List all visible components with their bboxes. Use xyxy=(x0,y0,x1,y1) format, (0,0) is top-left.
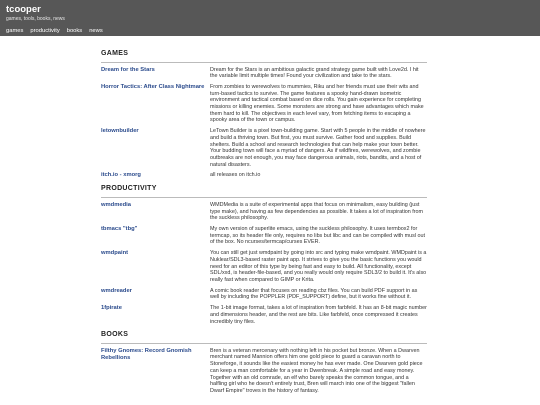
entry-row xyxy=(101,172,427,179)
entry-row xyxy=(101,305,427,325)
nav-link-productivity[interactable]: productivity xyxy=(30,28,60,35)
section-title: BOOKS xyxy=(101,331,129,339)
entry-link[interactable]: wmdreader xyxy=(101,287,132,294)
entry-link[interactable]: tbmacs "tbg" xyxy=(101,226,138,233)
entry-link[interactable]: Horror Tactics: After Class Nightmare xyxy=(101,83,205,90)
entry-description: You can still get just wmdpaint by going into src and typing make wmdpaint. WMDpaint is a Nuklear/SDL3-based raster paint app. It strives to give you the basic functions you would need for an editor of this type by being fast and easy to build. All functionality, except SDL/xxd, is header-file-based, and you really would only require SDL3/2 to build it. It's also really fast when compared to GIMP or Krita. xyxy=(210,250,427,283)
section-productivity xyxy=(101,185,427,325)
section-title: PRODUCTIVITY xyxy=(101,185,157,193)
entry-link[interactable]: letownbuilder xyxy=(101,128,139,135)
entry-row xyxy=(101,84,427,124)
site-header xyxy=(0,0,540,36)
nav-link-games[interactable]: games xyxy=(6,28,24,35)
section-divider xyxy=(101,197,427,198)
section-games xyxy=(101,50,427,179)
entry-link[interactable]: Filthy Gnomes: Record Gnomish Rebellions xyxy=(101,347,192,361)
main-nav xyxy=(6,28,540,35)
entry-row xyxy=(101,288,427,301)
entry-description: Bren is a veteran mercenary with nothing left in his pocket but bronze. When a Dwarven merchant named Mannion offers him one gold piece to guard a caravan north to Stoneforge, it sounds like the easiest money he has ever made. One Dwarven gold piece can keep a man comfortable for a year in Dwenbreak. A simple road and easy money. Together with an old comrade, an elf who barely speaks the common tongue, and a halfling girl who he doesn't entirely trust, Bren will march into one of the biggest "fallen Dwarf Empire" troves in the history of fantasy. xyxy=(210,347,423,394)
section-divider xyxy=(101,343,427,344)
section-books xyxy=(101,331,427,394)
nav-link-news[interactable]: news xyxy=(89,28,103,35)
entry-row xyxy=(101,128,427,168)
entry-description: LeTown Builder is a pixel town-building game. Start with 5 people in the middle of nowhere and build a thriving town. But first, you must survive. Gather food and supplies. Build shelters. Build a school and research technologies that can help make your town better. Your budding town will face a myriad of dangers. As if wildfires, werewolves, and zombie outbreaks are not enough, you may face dangerous animals, riots, bandits, and a host of natural disasters. xyxy=(210,128,426,168)
entry-description: all releases on itch.io xyxy=(210,172,261,179)
entry-description: WMDMedia is a suite of experimental apps that focus on minimalism, easy building (just type make), and having as few dependencies as possible. It takes a lot of inspiration from the suckless philosophy. xyxy=(210,201,424,222)
site-tagline: games, tools, books, news xyxy=(6,16,65,23)
entry-row xyxy=(101,226,427,246)
entry-link[interactable]: 1fpirate xyxy=(101,305,122,312)
entry-row xyxy=(101,348,427,395)
section-title: GAMES xyxy=(101,50,129,57)
entry-description: From zombies to werewolves to mummies, Riku and her friends must use their wits and turn-based tactics to survive. The game features a spooky hand-drawn isometric environment and tactical combat based on dice rolls. You gain experience for completing missions or killing enemies. Some monsters are strong and have advantages which make them hard to kill. The objectives in each level vary, from fetching items to escaping a spooky area of the town or campus. xyxy=(210,83,424,124)
entry-link[interactable]: itch.io - xmorg xyxy=(101,172,141,179)
main-content xyxy=(101,44,427,399)
entry-link[interactable]: Dream for the Stars xyxy=(101,66,155,73)
entry-row xyxy=(101,202,427,222)
entry-description: A comic book reader that focuses on reading cbz files. You can build PDF support in as well by including the POPPLER (PDF_SUPPORT) define, but it works fine without it. xyxy=(210,287,418,301)
entry-description: Dream for the Stars is an ambitious galactic grand strategy game built with Love2d. I hit the variable limit multiple times! Found your civilization and take to the stars. xyxy=(210,66,419,80)
entry-row xyxy=(101,67,427,80)
entry-link[interactable]: wmdmedia xyxy=(101,201,131,208)
entry-row xyxy=(101,250,427,284)
site-title[interactable]: tcooper xyxy=(6,4,41,15)
entry-link[interactable]: wmdpaint xyxy=(101,250,129,257)
section-divider xyxy=(101,62,427,63)
nav-link-books[interactable]: books xyxy=(66,28,83,35)
entry-description: My own version of superlite emacs, using the suckless philosophy. It uses termbox2 for termcap, so its header file only, requires no libs but libc and can be compiled with musl out of the box. No ncurses/termcap/curses EVER. xyxy=(210,226,426,246)
entry-description: The 1-bit image format, takes a lot of inspiration from farbfeld. It has an 8-bit magic number and dimensions header, and the rest are bits. Like farbfeld, once compressed it creates incredibly tiny files. xyxy=(210,305,427,325)
